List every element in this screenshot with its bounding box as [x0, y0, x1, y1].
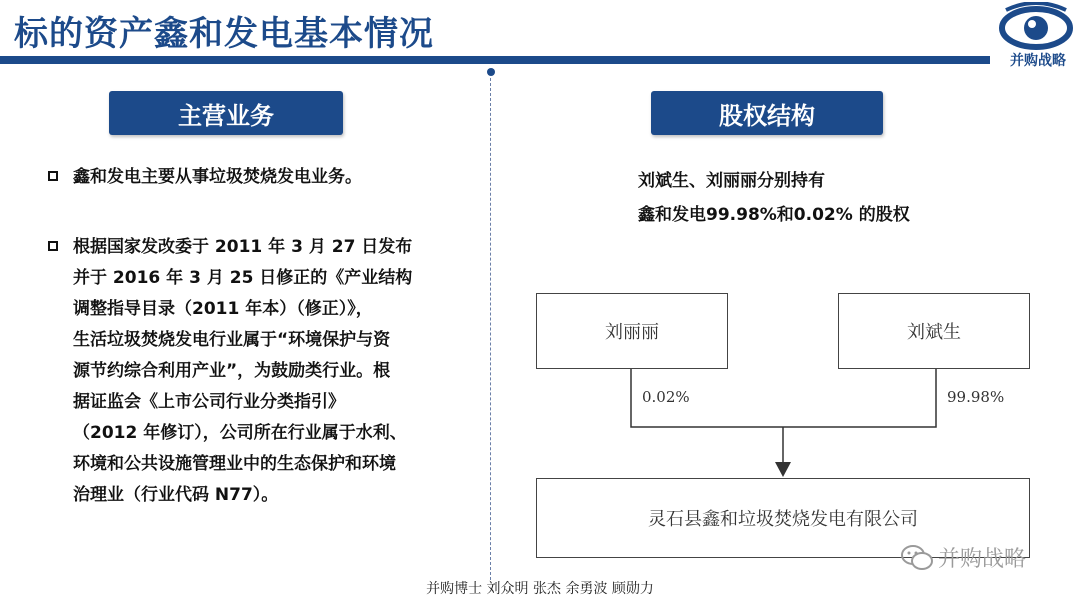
bullet-item	[48, 162, 468, 193]
page-title: 标的资产鑫和发电基本情况	[14, 14, 434, 54]
equity-summary-line2: 鑫和发电99.98%和0.02% 的股权	[638, 205, 910, 225]
divider-dot	[487, 68, 495, 76]
bullet-text: 鑫和发电主要从事垃圾焚烧发电业务。	[73, 167, 362, 187]
logo-text: 并购战略	[1010, 53, 1066, 69]
equity-summary-line1: 刘斌生、刘丽丽分别持有	[638, 171, 825, 191]
watermark	[900, 542, 1026, 573]
share-percentage: 0.02%	[642, 388, 690, 406]
column-divider	[490, 78, 491, 580]
square-bullet-icon	[48, 241, 58, 251]
bullet-text: 根据国家发改委于 2011 年 3 月 27 日发布 并于 2016 年 3 月 25 日修正的《产业结构 调整指导目录（2011 年本）（修正）》， 生活垃圾焚烧发电行业属于“环境保护与资 源节约综合利用产业”，为鼓励类行业。根 据证监会《上市公司行业分类指引》 （2012 年修订），公司所在行业属于水利、 环境和公共设施管理业中的生态保护和环境 治理业（行业代码 N77）。	[73, 237, 413, 505]
footer-credits: 并购博士 刘众明 张杰 余勇波 顾勋力	[426, 581, 654, 597]
shareholder-box: 刘斌生	[838, 293, 1030, 369]
square-bullet-icon	[48, 171, 58, 181]
main-business-heading: 主营业务	[109, 91, 343, 135]
watermark-text: 并购战略	[938, 547, 1027, 572]
shareholder-box: 刘丽丽	[536, 293, 728, 369]
share-percentage: 99.98%	[947, 388, 1005, 406]
equity-structure-heading: 股权结构	[651, 91, 883, 135]
title-underline	[0, 56, 990, 64]
wechat-icon	[900, 544, 934, 572]
company-box: 灵石县鑫和垃圾焚烧发电有限公司	[536, 478, 1030, 558]
bullet-item	[48, 232, 478, 511]
